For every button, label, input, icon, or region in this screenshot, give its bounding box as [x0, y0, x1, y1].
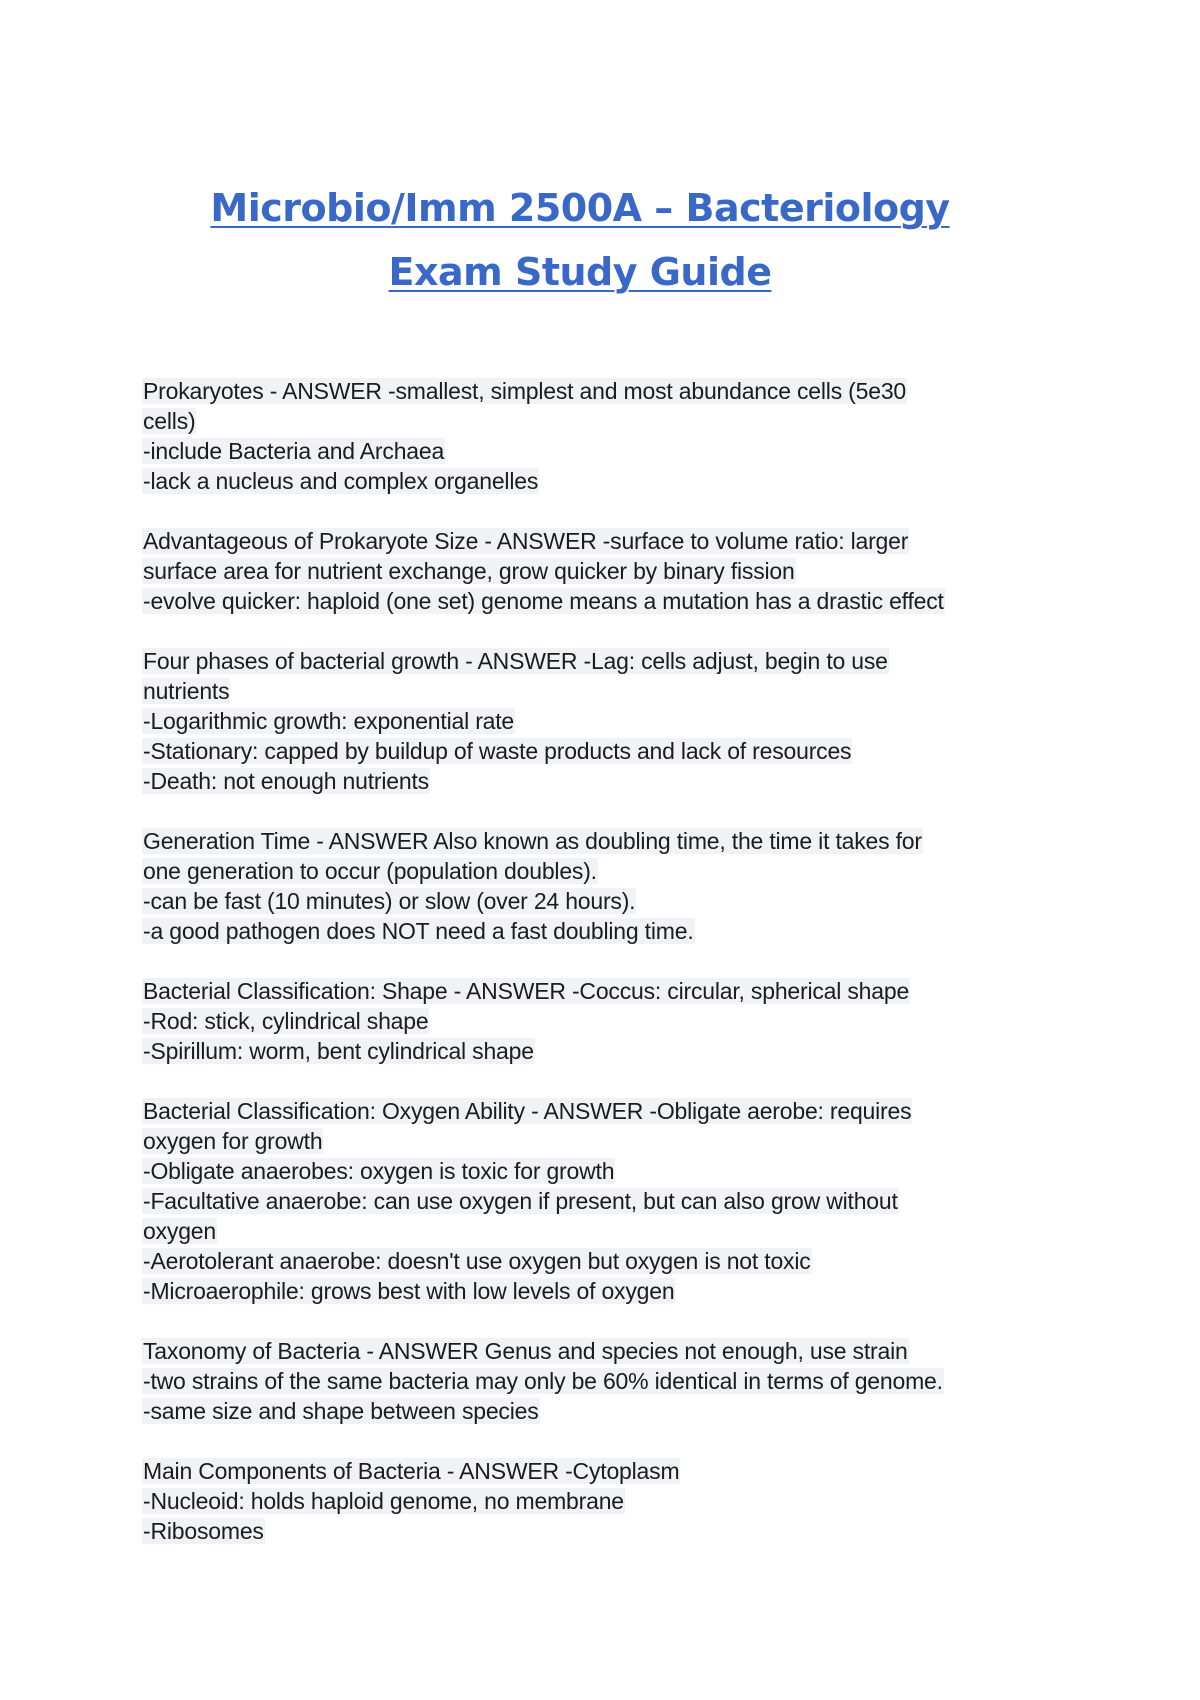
text-line: Prokaryotes - ANSWER -smallest, simplest and most abundance cells (5e30: [143, 378, 907, 404]
entry-prokaryotes: [142, 376, 1082, 496]
text-line: -Obligate anaerobes: oxygen is toxic for growth: [143, 1158, 615, 1184]
text-line: -Nucleoid: holds haploid genome, no membrane: [143, 1488, 624, 1514]
text-line: -Stationary: capped by buildup of waste products and lack of resources: [143, 738, 852, 764]
text-line: -Logarithmic growth: exponential rate: [143, 708, 515, 734]
text-line: -a good pathogen does NOT need a fast doubling time.: [143, 918, 694, 944]
text-line: Advantageous of Prokaryote Size - ANSWER -surface to volume ratio: larger: [143, 528, 909, 554]
study-guide-content: [142, 376, 1082, 1576]
text-line: one generation to occur (population doubles).: [143, 858, 597, 884]
text-line: -Ribosomes: [143, 1518, 264, 1544]
text-line: oxygen: [143, 1218, 216, 1244]
text-line: -lack a nucleus and complex organelles: [143, 468, 539, 494]
entry-generation-time: [142, 826, 1082, 946]
text-line: -Death: not enough nutrients: [143, 768, 429, 794]
entry-classification-oxygen: [142, 1096, 1082, 1306]
text-line: -two strains of the same bacteria may only be 60% identical in terms of genome.: [143, 1368, 943, 1394]
text-line: -Rod: stick, cylindrical shape: [143, 1008, 429, 1034]
entry-classification-shape: [142, 976, 1082, 1066]
text-line: Bacterial Classification: Shape - ANSWER -Coccus: circular, spherical shape: [143, 978, 910, 1004]
text-line: Bacterial Classification: Oxygen Ability - ANSWER -Obligate aerobe: requires: [143, 1098, 912, 1124]
text-line: -Microaerophile: grows best with low levels of oxygen: [143, 1278, 675, 1304]
text-line: surface area for nutrient exchange, grow quicker by binary fission: [143, 558, 795, 584]
text-line: cells): [143, 408, 196, 434]
document-title: [0, 188, 1160, 292]
text-line: oxygen for growth: [143, 1128, 323, 1154]
entry-main-components: [142, 1456, 1082, 1546]
text-line: -Aerotolerant anaerobe: doesn't use oxygen but oxygen is not toxic: [143, 1248, 811, 1274]
title-line-1: Microbio/Imm 2500A – Bacteriology: [210, 186, 950, 230]
text-line: nutrients: [143, 678, 230, 704]
entry-growth-phases: [142, 646, 1082, 796]
text-line: Taxonomy of Bacteria - ANSWER Genus and species not enough, use strain: [143, 1338, 908, 1364]
text-line: Generation Time - ANSWER Also known as doubling time, the time it takes for: [143, 828, 922, 854]
text-line: -evolve quicker: haploid (one set) genome means a mutation has a drastic effect: [143, 588, 944, 614]
title-line-2: Exam Study Guide: [388, 250, 772, 294]
text-line: -same size and shape between species: [143, 1398, 539, 1424]
text-line: Four phases of bacterial growth - ANSWER -Lag: cells adjust, begin to use: [143, 648, 888, 674]
entry-prokaryote-size: [142, 526, 1082, 616]
text-line: -include Bacteria and Archaea: [143, 438, 445, 464]
entry-taxonomy: [142, 1336, 1082, 1426]
text-line: -can be fast (10 minutes) or slow (over 24 hours).: [143, 888, 636, 914]
text-line: -Spirillum: worm, bent cylindrical shape: [143, 1038, 534, 1064]
text-line: Main Components of Bacteria - ANSWER -Cytoplasm: [143, 1458, 680, 1484]
text-line: -Facultative anaerobe: can use oxygen if present, but can also grow without: [143, 1188, 898, 1214]
